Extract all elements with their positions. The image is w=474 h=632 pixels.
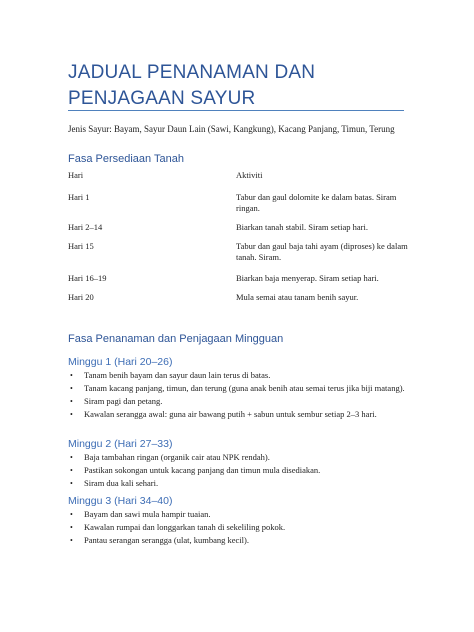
list-item: • Baja tambahan ringan (organik cair atau NPK rendah). <box>70 452 270 462</box>
list-item: • Tanam kacang panjang, timun, dan terung (guna anak benih atau semai terus jika biji matang). <box>70 383 405 393</box>
bullet-icon: • <box>70 510 73 519</box>
bullet-icon: • <box>70 397 73 406</box>
table-row-day: Hari 16–19 <box>68 273 107 283</box>
vegetable-types-line: Jenis Sayur: Bayam, Sayur Daun Lain (Sawi, Kangkung), Kacang Panjang, Timun, Terung <box>68 124 395 134</box>
bullet-icon: • <box>70 384 73 393</box>
week-1-list <box>68 370 408 422</box>
table-row-day: Hari 15 <box>68 241 94 251</box>
column-header-activity: Aktiviti <box>236 170 263 180</box>
table-row-activity: Biarkan baja menyerap. Siram setiap hari. <box>236 273 379 283</box>
list-item: • Pantau serangan serangga (ulat, kumbang kecil). <box>70 535 249 545</box>
list-item: • Siram pagi dan petang. <box>70 396 163 406</box>
bullet-icon: • <box>70 523 73 532</box>
prep-phase-heading: Fasa Persediaan Tanah <box>68 153 184 165</box>
bullet-icon: • <box>70 466 73 475</box>
table-row-activity: Biarkan tanah stabil. Siram setiap hari. <box>236 222 368 232</box>
week-3-heading: Minggu 3 (Hari 34–40) <box>68 495 173 507</box>
bullet-icon: • <box>70 371 73 380</box>
bullet-icon: • <box>70 453 73 462</box>
title-divider <box>68 110 404 111</box>
table-row-day: Hari 1 <box>68 192 90 202</box>
column-header-day: Hari <box>68 170 84 180</box>
list-item: • Kawalan serangga awal: guna air bawang putih + sabun untuk sembur setiap 2–3 hari. <box>70 409 377 419</box>
week-2-heading: Minggu 2 (Hari 27–33) <box>68 438 173 450</box>
bullet-icon: • <box>70 479 73 488</box>
table-row-activity: Mula semai atau tanam benih sayur. <box>236 292 359 302</box>
list-item: • Siram dua kali sehari. <box>70 478 159 488</box>
list-item: • Pastikan sokongan untuk kacang panjang dan timun mula disediakan. <box>70 465 321 475</box>
document-title: JADUAL PENANAMAN DAN PENJAGAAN SAYUR <box>68 62 316 109</box>
bullet-icon: • <box>70 410 73 419</box>
week-1-heading: Minggu 1 (Hari 20–26) <box>68 356 173 368</box>
weekly-phase-heading: Fasa Penanaman dan Penjagaan Mingguan <box>68 333 284 345</box>
table-row-day: Hari 20 <box>68 292 94 302</box>
list-item: • Kawalan rumpai dan longgarkan tanah di sekeliling pokok. <box>70 522 286 532</box>
week-2-list <box>68 452 408 491</box>
list-item: • Bayam dan sawi mula hampir tuaian. <box>70 509 211 519</box>
table-row-activity: Tabur dan gaul dolomite ke dalam batas. Siram ringan. <box>236 192 397 213</box>
week-3-list <box>68 509 408 548</box>
bullet-icon: • <box>70 536 73 545</box>
list-item: • Tanam benih bayam dan sayur daun lain terus di batas. <box>70 370 271 380</box>
table-row-day: Hari 2–14 <box>68 222 103 232</box>
table-row-activity: Tabur dan gaul baja tahi ayam (diproses) ke dalam tanah. Siram. <box>236 241 408 262</box>
